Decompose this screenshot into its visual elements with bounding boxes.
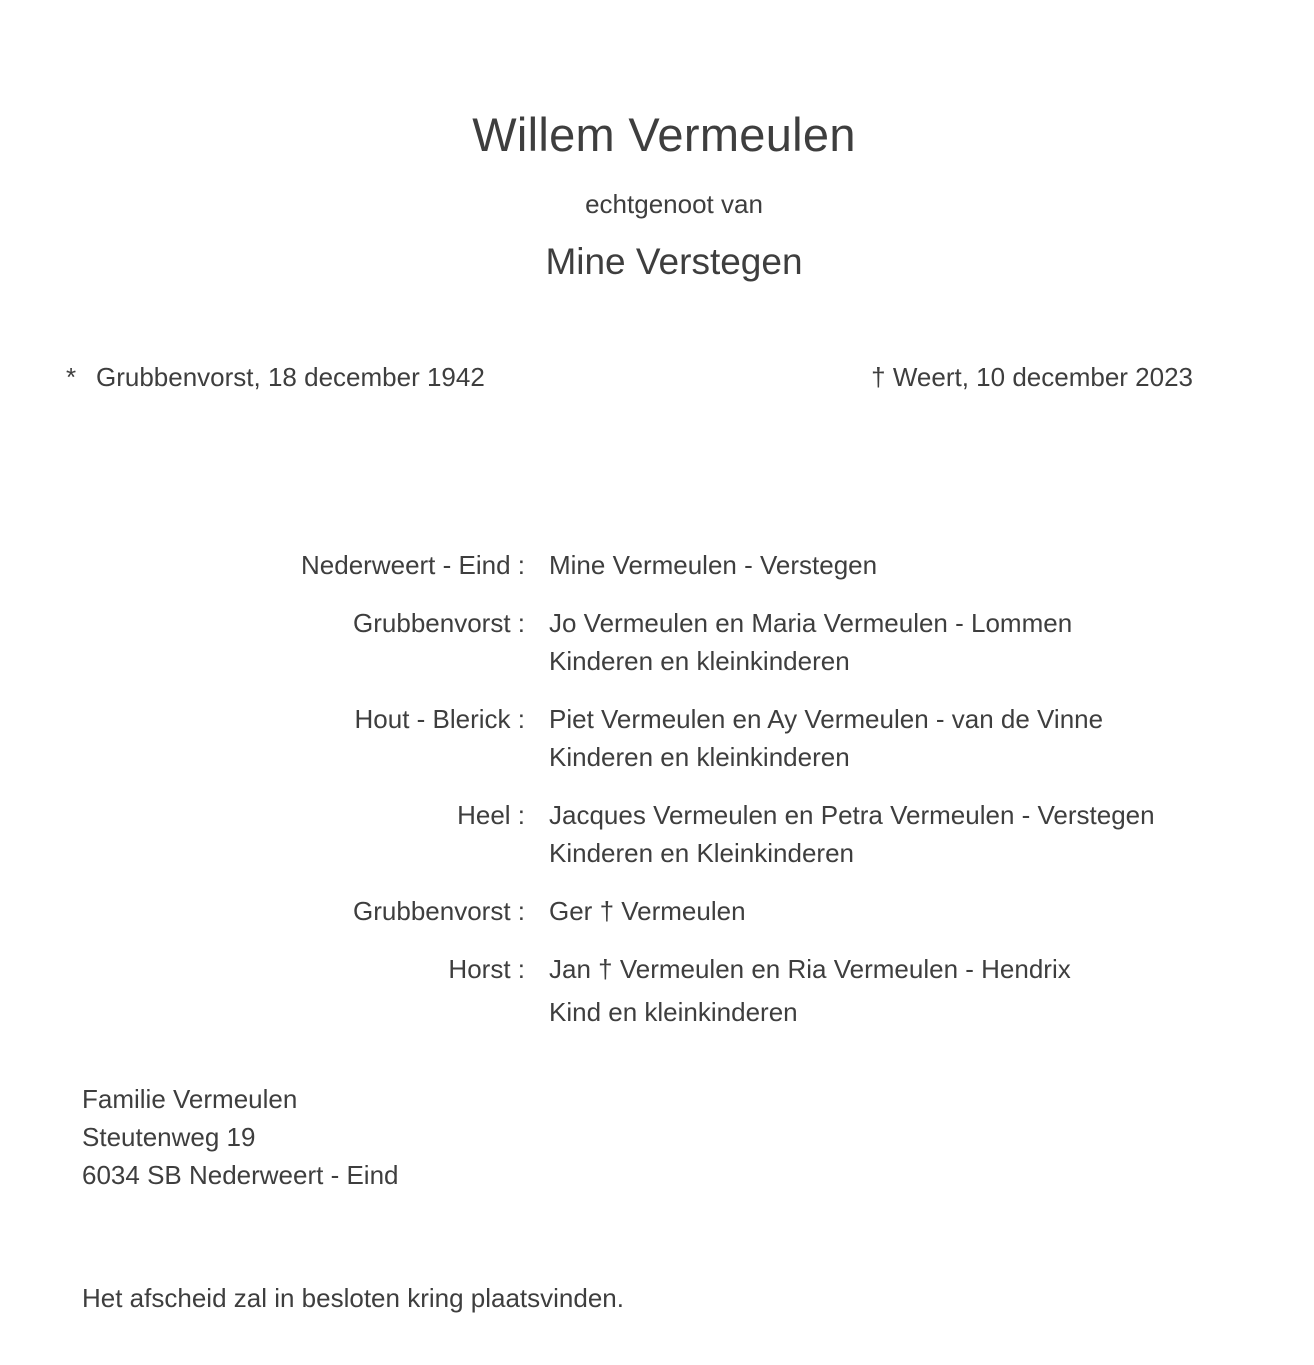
family-member-line: Jan † Vermeulen en Ria Vermeulen - Hendrix — [549, 954, 1071, 984]
family-place: Hout - Blerick : — [354, 704, 525, 734]
family-place: Heel : — [457, 800, 525, 830]
family-row — [0, 892, 1314, 950]
address-line: 6034 SB Nederweert - Eind — [82, 1160, 399, 1190]
family-members — [549, 700, 1103, 776]
birth-info — [66, 360, 485, 394]
death-info: † Weert, 10 december 2023 — [871, 362, 1193, 392]
family-members — [549, 950, 1071, 1031]
family-member-line: Kind en kleinkinderen — [549, 997, 798, 1027]
family-member-line: Kinderen en kleinkinderen — [549, 646, 850, 676]
deceased-name: Willem Vermeulen — [472, 108, 856, 161]
family-member-line: Piet Vermeulen en Ay Vermeulen - van de Vinne — [549, 704, 1104, 734]
family-place: Horst : — [448, 954, 525, 984]
family-row — [0, 700, 1314, 796]
address-line: Steutenweg 19 — [82, 1122, 256, 1152]
closing-note: Het afscheid zal in besloten kring plaatsvinden. — [82, 1283, 624, 1313]
family-place: Grubbenvorst : — [353, 896, 525, 926]
family-row — [0, 796, 1314, 892]
address-line: Familie Vermeulen — [82, 1084, 298, 1114]
family-place: Nederweert - Eind : — [301, 550, 525, 580]
family-row — [0, 604, 1314, 700]
family-member-line: Kinderen en kleinkinderen — [549, 742, 850, 772]
family-members — [549, 796, 1155, 872]
family-list — [0, 546, 1314, 1046]
family-members — [549, 892, 746, 930]
family-member-line: Ger † Vermeulen — [549, 896, 746, 926]
family-members — [549, 604, 1072, 680]
family-members — [549, 546, 877, 584]
family-member-line: Jo Vermeulen en Maria Vermeulen - Lommen — [549, 608, 1073, 638]
family-row — [0, 546, 1314, 604]
family-member-line: Kinderen en Kleinkinderen — [549, 838, 854, 868]
birth-text: Grubbenvorst, 18 december 1942 — [96, 362, 485, 392]
family-member-line: Jacques Vermeulen en Petra Vermeulen - Verstegen — [549, 800, 1155, 830]
family-place: Grubbenvorst : — [353, 608, 525, 638]
spouse-name: Mine Verstegen — [545, 241, 803, 282]
birth-star-symbol: * — [66, 362, 77, 392]
family-row — [0, 950, 1314, 1046]
spouse-label: echtgenoot van — [585, 189, 763, 219]
family-address — [82, 1080, 399, 1194]
family-member-line: Mine Vermeulen - Verstegen — [549, 550, 878, 580]
